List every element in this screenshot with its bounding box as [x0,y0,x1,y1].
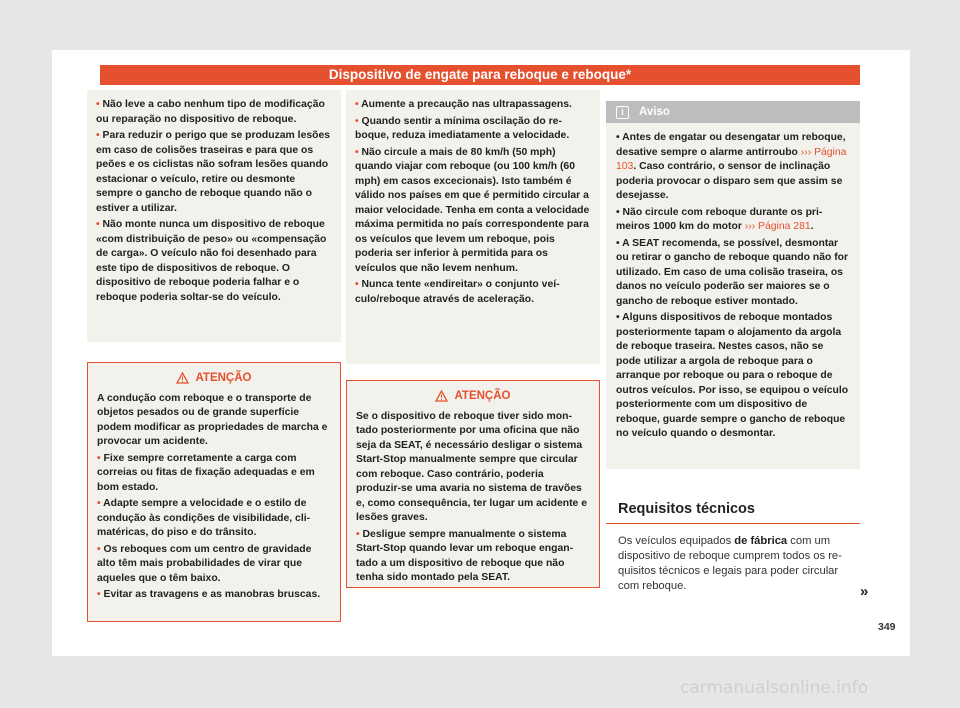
page-number: 349 [878,621,896,633]
column-middle [346,90,600,588]
page-link[interactable]: ››› Página 103 [616,146,847,172]
list-item: • Quando sentir a mínima oscilação do reboque, reduza imediatamente a velocidade. [355,115,570,141]
list-item: • Não monte nunca um dispositivo de reboque «com distribuição de peso» ou «compensação de carga». O veículo não foi desenhado para este tipo de dispositivos de reboque. O dispositivo de reboque poderia falhar e o reboque poderia soltar-se do veículo. [96,219,327,303]
list-item: • A SEAT recomenda, se possível, desmontar ou retirar o gancho de reboque quando não for utilizado. Em caso de uma colisão traseira, os danos no veículo poderão ser maiores se o gancho de reboque estiver montado. [616,237,849,307]
continued-warning-box [346,90,600,364]
list-item: • Nunca tente «endireitar» o conjunto veículo/reboque através de aceleração. [355,279,560,305]
warning-box [87,362,341,622]
list-item: • Adapte sempre a velocidade e o estilo de condução às condições de visibilidade, climatéricas, do piso e do trânsito. [97,498,311,538]
page-link[interactable]: ››› Página 281 [744,221,811,232]
list-item: • Os reboques com um centro de gravidade alto têm mais probabilidades de virar que aqueles que o têm baixo. [97,543,312,584]
section-paragraph: Os veículos equipados de fábrica com um dispositivo de reboque cumprem todos os requisitos técnicos e legais para poder circular com reboque. [618,535,842,592]
column-right [606,101,860,594]
list-item: • Evitar as travagens e as manobras bruscas. [97,589,321,600]
warning-box [346,380,600,588]
list-item: • Antes de engatar ou desengatar um reboque, desative sempre o alarme antirroubo ››› Página 103. Caso contrário, o sensor de inclinação poderia provocar o disparo sem que assim se desejasse. [616,132,847,201]
continued-marker: » [860,583,869,600]
list-item: • Alguns dispositivos de reboque montados posteriormente tapam o alojamento da argola de reboque traseira. Nestes casos, não se pode utilizar a argola de reboque para o arranque por reboque ou para o reboque de outros veículos. Por isso, se equipou o veículo posteriormente com um dispositivo de reboque, guarde sempre o gancho de reboque no veículo quando o desmontar. [616,312,849,439]
column-left [87,90,341,622]
warning-intro: A condução com reboque e o transporte de objetos pesados ou de grande superfície podem modificar as propriedades de marcha e provocar um acidente. [97,392,328,447]
list-item: • Para reduzir o perigo que se produzam lesões em caso de colisões traseiras e para que os peões e os ciclistas não sofram lesões quando estacionar o veículo, retire ou desmonte sempre o gancho de reboque quando não o estiver a utilizar. [96,130,331,214]
warning-header: ATENÇÃO [356,389,590,404]
continued-warning-box [87,90,341,342]
warning-intro: Se o dispositivo de reboque tiver sido montado posteriormente por uma oficina que não seja da SEAT, é necessário desligar o sistema Start-Stop manualmente sempre que circular com reboque. Caso contrário, poderia produzir-se uma avaria no sistema de travões e, como consequência, ter lugar um acidente e lesões graves. [356,410,587,523]
list-item: • Não circule com reboque durante os primeiros 1000 km do motor ››› Página 281. [616,206,823,232]
list-item: • Aumente a precaução nas ultrapassagens. [355,99,572,110]
list-item: • Fixe sempre corretamente a carga com correias ou fitas de fixação adequadas e em bom estado. [97,452,315,493]
list-item: • Não leve a cabo nenhum tipo de modificação ou reparação no dispositivo de reboque. [96,99,325,125]
page-title: Dispositivo de engate para reboque e reboque* [100,65,860,85]
list-item: • Não circule a mais de 80 km/h (50 mph) quando viajar com reboque (ou 100 km/h (60 mph) em casos excecionais). Isto também é válido nos países em que é permitido circular a maior velocidade. Tenha em conta a velocidade máxima permitida no país correspondente para os veículos que levem um reboque, pois poderia ser inferior à permitida para os veículos que não levem nenhum. [355,146,590,274]
aviso-box [606,101,860,469]
aviso-header: i Aviso [606,101,860,123]
warning-triangle-icon [176,372,189,384]
info-icon: i [616,106,629,119]
warning-header: ATENÇÃO [97,371,331,386]
warning-triangle-icon [435,390,448,402]
list-item: • Desligue sempre manualmente o sistema Start-Stop quando levar um reboque engantado a um dispositivo de reboque que não tenha sido montado pela SEAT. [356,528,574,583]
watermark: carmanualsonline.info [680,678,869,698]
section-heading: Requisitos técnicos [606,501,860,524]
